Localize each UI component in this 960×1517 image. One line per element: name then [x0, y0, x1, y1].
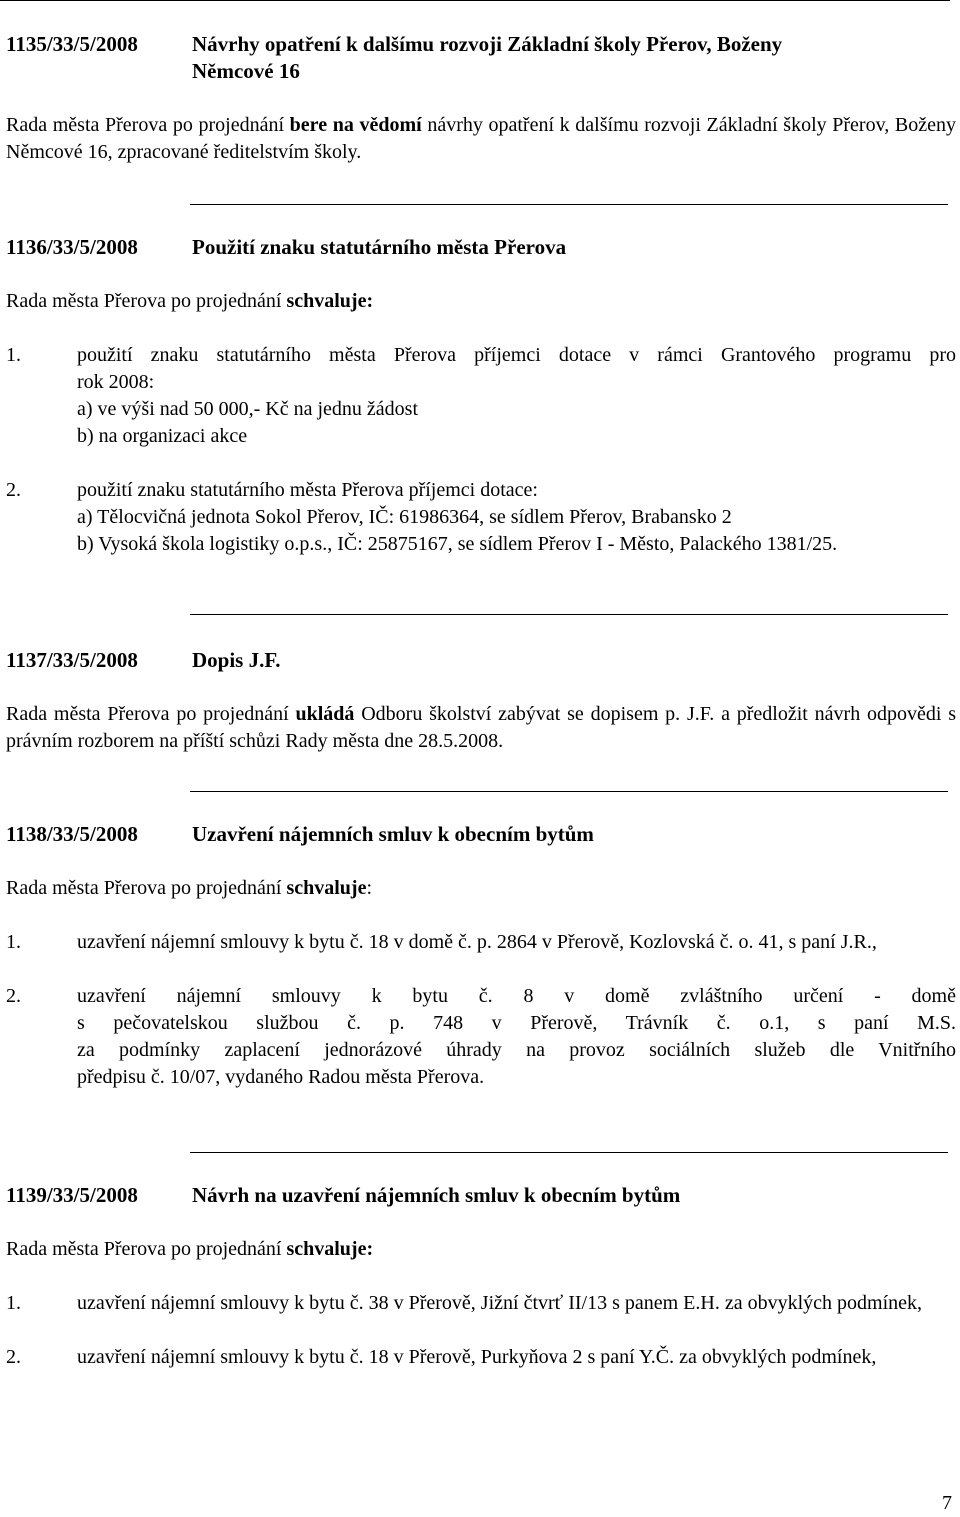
separator-rule — [190, 1152, 948, 1153]
list-text: uzavření nájemní smlouvy k bytu č. 8 v domě zvláštního určení - domě — [77, 985, 956, 1007]
resolution-title: Použití znaku statutárního města Přerova — [192, 235, 567, 259]
resolution-number: 1138/33/5/2008 — [6, 822, 138, 846]
decision-verb: schvaluje: — [286, 290, 374, 312]
resolution-heading — [6, 31, 956, 58]
list-number: 1. — [6, 1292, 21, 1314]
text-run: Rada města Přerova po projednání — [6, 114, 290, 136]
list-item — [6, 983, 956, 1091]
resolution-intro — [6, 288, 956, 315]
resolution-number: 1135/33/5/2008 — [6, 32, 138, 56]
list-item — [6, 1344, 956, 1371]
resolution-title-cont: Němcové 16 — [192, 59, 300, 83]
list-number: 2. — [6, 1346, 21, 1368]
list-item — [6, 929, 956, 956]
resolution-text — [6, 701, 956, 755]
list-text: uzavření nájemní smlouvy k bytu č. 18 v Přerově, Purkyňova 2 s paní Y.Č. za obvyklých podmínek, — [77, 1346, 877, 1368]
list-number: 2. — [6, 985, 21, 1007]
resolution-number: 1139/33/5/2008 — [6, 1183, 138, 1207]
decision-verb: schvaluje — [286, 877, 367, 899]
resolution-heading — [6, 647, 956, 674]
resolution-1137 — [6, 647, 956, 755]
resolution-title: Návrh na uzavření nájemních smluv k obecním bytům — [192, 1183, 681, 1207]
page-number: 7 — [942, 1492, 952, 1514]
sub-item: a) Tělocvičná jednota Sokol Přerov, IČ: 61986364, se sídlem Přerov, Brabansko 2 — [77, 506, 732, 528]
resolution-1139 — [6, 1182, 956, 1371]
list-item — [6, 342, 956, 450]
resolution-number: 1136/33/5/2008 — [6, 235, 138, 259]
list-text: rok 2008: — [77, 371, 155, 393]
list-text: použití znaku statutárního města Přerova příjemci dotace v rámci Grantového programu pro — [77, 344, 956, 366]
list-text: předpisu č. 10/07, vydaného Radou města Přerova. — [77, 1066, 485, 1088]
text-run: Rada města Přerova po projednání — [6, 877, 287, 899]
list-number: 1. — [6, 931, 21, 953]
resolution-text — [6, 112, 956, 166]
sub-item: b) Vysoká škola logistiky o.p.s., IČ: 25875167, se sídlem Přerov I - Město, Palackého 1381/25. — [77, 533, 838, 555]
text-run: návrhy opatření k dalšímu rozvoji Základní školy Přerov, Boženy Němcové 16, zpracované ředitelstvím školy. — [6, 114, 957, 163]
resolution-1136 — [6, 234, 956, 558]
separator-rule — [190, 614, 948, 615]
text-run: Rada města Přerova po projednání — [6, 703, 296, 725]
separator-rule — [190, 791, 948, 792]
list-number: 2. — [6, 479, 21, 501]
resolution-heading — [6, 821, 956, 848]
resolution-title: Uzavření nájemních smluv k obecním bytům — [192, 822, 594, 846]
list-text: uzavření nájemní smlouvy k bytu č. 18 v domě č. p. 2864 v Přerově, Kozlovská č. o. 41, s paní J.R., — [77, 931, 877, 953]
resolution-intro — [6, 875, 956, 902]
text-run: Rada města Přerova po projednání — [6, 290, 287, 312]
resolution-intro — [6, 1236, 956, 1263]
resolution-1135 — [6, 31, 956, 166]
resolution-number: 1137/33/5/2008 — [6, 648, 138, 672]
list-text: uzavření nájemní smlouvy k bytu č. 38 v Přerově, Jižní čtvrť II/13 s panem E.H. za obvyklých podmínek, — [77, 1292, 923, 1314]
resolution-title: Návrhy opatření k dalšímu rozvoji Základní školy Přerov, Boženy — [192, 32, 783, 56]
text-run: Rada města Přerova po projednání — [6, 1238, 287, 1260]
decision-verb: ukládá — [295, 703, 355, 725]
resolution-heading — [6, 234, 956, 261]
decision-verb: bere na vědomí — [289, 114, 422, 136]
sub-item: b) na organizaci akce — [77, 425, 248, 447]
text-run: Odboru školství zabývat se dopisem p. J.F. a předložit návrh odpovědi s právním rozborem na příští schůzi Rady města dne 28.5.2008. — [6, 703, 957, 752]
decision-verb: schvaluje: — [286, 1238, 374, 1260]
list-item — [6, 477, 956, 558]
list-text: použití znaku statutárního města Přerova příjemci dotace: — [77, 479, 538, 501]
list-text: s pečovatelskou službou č. p. 748 v Přerově, Trávník č. o.1, s paní M.S. — [77, 1012, 956, 1034]
text-run: : — [366, 877, 373, 899]
top-rule — [0, 0, 950, 1]
sub-item: a) ve výši nad 50 000,- Kč na jednu žádost — [77, 398, 419, 420]
separator-rule — [190, 204, 948, 205]
resolution-heading — [6, 1182, 956, 1209]
resolution-1138 — [6, 821, 956, 1091]
list-item — [6, 1290, 956, 1317]
resolution-title: Dopis J.F. — [192, 648, 281, 672]
list-text: za podmínky zaplacení jednorázové úhrady na provoz sociálních služeb dle Vnitřního — [77, 1039, 956, 1061]
list-number: 1. — [6, 344, 21, 366]
